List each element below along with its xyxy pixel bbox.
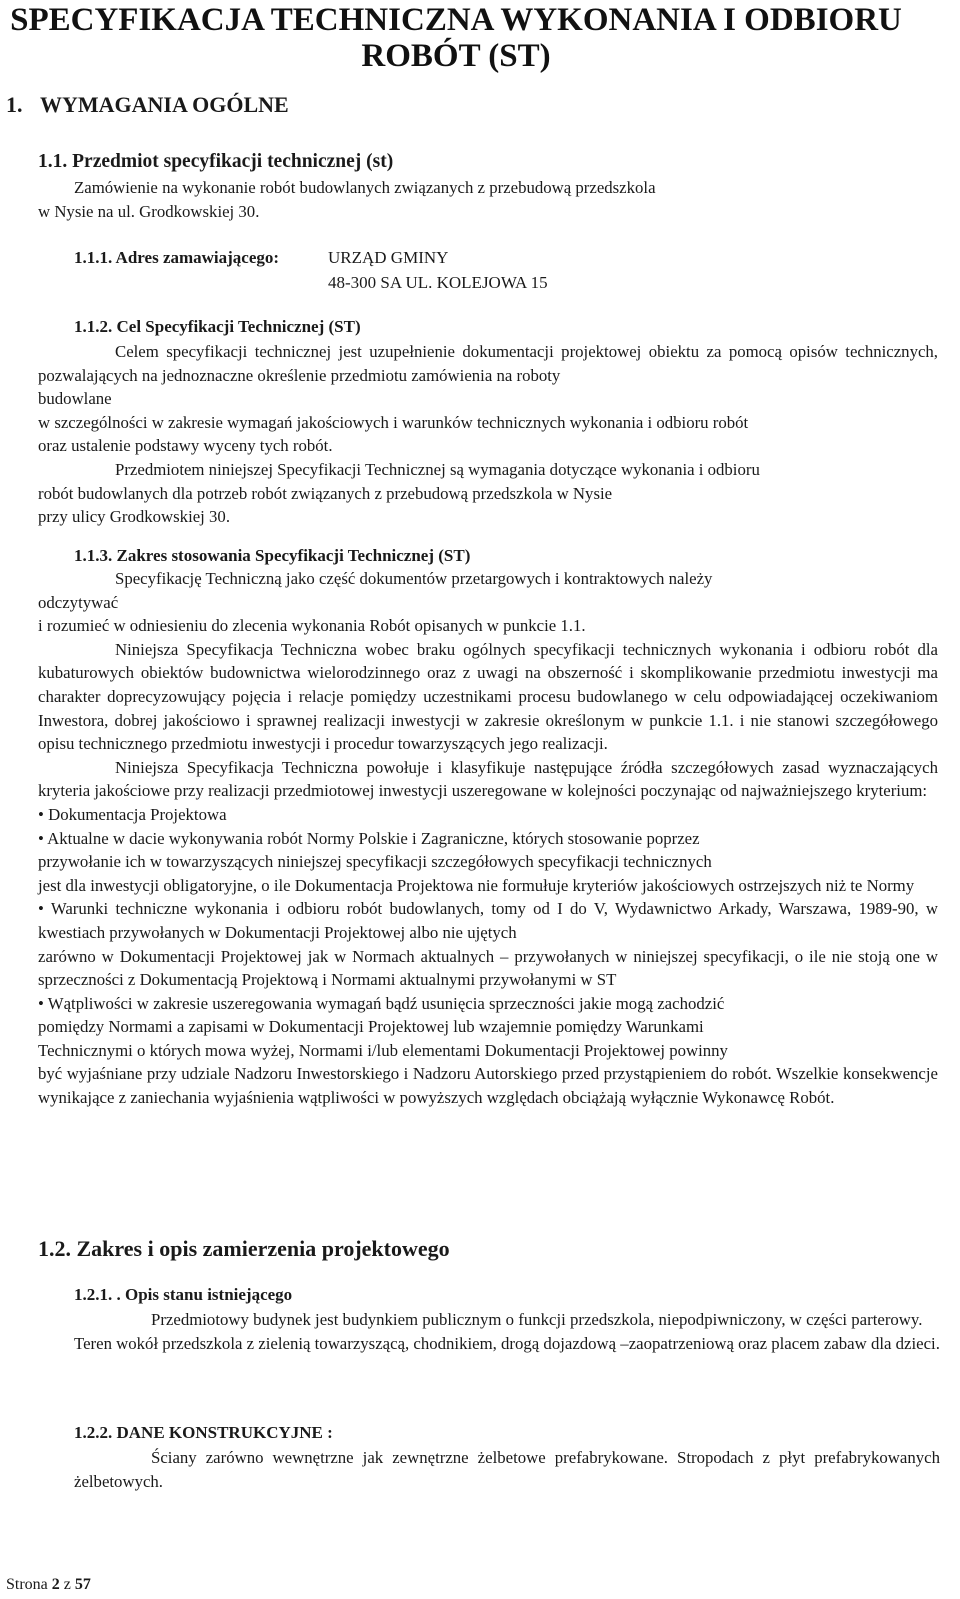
paragraph: przy ulicy Grodkowskiej 30. xyxy=(38,507,231,527)
paragraph: Niniejsza Specyfikacja Techniczna wobec braku ogólnych specyfikacji technicznych wykonania i odbioru robót dla kubaturowych obiektów budownictwa wielorodzinnego oraz z uwagi na obszerność i skomplikowanie przedmiotu inwestycji ma charakter doprecyzowujący pojęcia i relacje pomiędzy uczestnikami procesu budowlanego w celu odpowiadającej oczekiwaniom Inwestora, dobrej jakościowo i sprawnej realizacji inwestycji w zakresie określonym w punkcie 1.1. i nie stanowi szczegółowego opisu technicznego przedmiotu inwestycji i procedur towarzyszących jego realizacji. xyxy=(38,639,938,754)
document-title-line2: ROBÓT (ST) xyxy=(361,38,551,74)
paragraph: odczytywać xyxy=(38,592,119,612)
paragraph: Niniejsza Specyfikacja Techniczna powołuje i klasyfikuje następujące źródła szczegółowych zasad wyznaczających kryteria jakościowe przy realizacji przedmiotowej inwestycji uszeregowane w kolejności poczynając od najważniejszego kryterium: xyxy=(38,757,938,801)
section-1-1-heading: 1.1. Przedmiot specyfikacji technicznej (st) xyxy=(38,151,394,172)
section-1-1-line1: Zamówienie na wykonanie robót budowlanych związanych z przebudową przedszkola xyxy=(74,178,656,197)
paragraph: Przedmiotem niniejszej Specyfikacji Technicznej są wymagania dotyczące wykonania i odbioru xyxy=(115,459,760,479)
section-1-number: 1. xyxy=(6,92,23,117)
list-item-continuation: zarówno w Dokumentacji Projektowej jak w Normach aktualnych – przywołanych w niniejszej specyfikacji, o ile nie stoją one w sprzeczności z Dokumentacją Projektową i Normami aktualnymi przywołanymi w ST xyxy=(38,946,938,990)
address-value-line2: 48-300 SA UL. KOLEJOWA 15 xyxy=(328,273,548,292)
section-1-1-2-heading: 1.1.2. Cel Specyfikacji Technicznej (ST) xyxy=(74,317,361,336)
list-item-continuation: pomiędzy Normami a zapisami w Dokumentacji Projektowej lub wzajemnie pomiędzy Warunkami xyxy=(38,1017,704,1037)
paragraph: oraz ustalenie podstawy wyceny tych robót. xyxy=(38,436,333,456)
paragraph: robót budowlanych dla potrzeb robót związanych z przebudową przedszkola w Nysie xyxy=(38,483,613,503)
section-1-title: WYMAGANIA OGÓLNE xyxy=(40,92,289,117)
footer-separator: z xyxy=(63,1576,71,1593)
list-item: • Wątpliwości w zakresie uszeregowania wymagań bądź usunięcia sprzeczności jakie mogą zachodzić xyxy=(38,993,725,1013)
section-1-1-2-body xyxy=(38,340,938,529)
paragraph: Ściany zarówno wewnętrzne jak zewnętrzne żelbetowe prefabrykowane. Stropodach z płyt prefabrykowanych żelbetowych. xyxy=(74,1448,940,1491)
footer-page-number: 2 xyxy=(51,1576,60,1593)
paragraph: w szczególności w zakresie wymagań jakościowych i warunków technicznych wykonania i odbioru robót xyxy=(38,412,749,432)
section-1-1-line2: w Nysie na ul. Grodkowskiej 30. xyxy=(38,202,260,221)
list-item-continuation: przywołanie ich w towarzyszących niniejszej specyfikacji szczegółowych specyfikacji technicznych xyxy=(38,852,712,872)
footer-prefix: Strona xyxy=(6,1576,48,1593)
document-title-line1: SPECYFIKACJA TECHNICZNA WYKONANIA I ODBIORU xyxy=(10,2,902,38)
section-1-2-heading: 1.2. Zakres i opis zamierzenia projektowego xyxy=(38,1236,450,1261)
footer-total-pages: 57 xyxy=(74,1576,91,1593)
paragraph: Przedmiotowy budynek jest budynkiem publicznym o funkcji przedszkola, niepodpiwniczony, w części parterowy. xyxy=(151,1310,923,1329)
address-label: 1.1.1. Adres zamawiającego: xyxy=(74,248,280,267)
list-item: • Aktualne w dacie wykonywania robót Normy Polskie i Zagraniczne, których stosowanie poprzez xyxy=(38,828,700,848)
list-item-continuation: jest dla inwestycji obligatoryjne, o ile Dokumentacja Projektowa nie formułuje kryteriów jakościowych ostrzejszych niż te Normy xyxy=(38,875,915,895)
list-item: • Warunki techniczne wykonania i odbioru robót budowlanych, tomy od I do V, Wydawnictwo Arkady, Warszawa, 1989-90, w kwestiach przywołanych w Dokumentacji Projektowej albo nie ujętych xyxy=(38,899,938,942)
section-1-1-3-heading: 1.1.3. Zakres stosowania Specyfikacji Technicznej (ST) xyxy=(74,546,471,565)
paragraph: Specyfikację Techniczną jako część dokumentów przetargowych i kontraktowych należy xyxy=(115,569,713,588)
paragraph: i rozumieć w odniesieniu do zlecenia wykonania Robót opisanych w punkcie 1.1. xyxy=(38,616,586,636)
list-item-continuation: Technicznymi o których mowa wyżej, Normami i/lub elementami Dokumentacji Projektowej powinny xyxy=(38,1040,728,1060)
section-1-2-1-body xyxy=(74,1308,940,1355)
page-footer xyxy=(6,1576,91,1594)
section-1-heading xyxy=(6,92,289,118)
section-1-1-3-body xyxy=(38,567,938,1110)
list-item: • Dokumentacja Projektowa xyxy=(38,804,227,824)
section-1-2-1-heading: 1.2.1. . Opis stanu istniejącego xyxy=(74,1285,293,1304)
paragraph: budowlane xyxy=(38,389,112,409)
paragraph: Celem specyfikacji technicznej jest uzupełnienie dokumentacji projektowej obiektu za pomocą opisów technicznych, pozwalających na jednoznaczne określenie przedmiotu zamówienia na roboty xyxy=(38,342,938,385)
section-1-2-2-heading: 1.2.2. DANE KONSTRUKCYJNE : xyxy=(74,1423,333,1442)
address-value-line1: URZĄD GMINY xyxy=(328,248,449,267)
paragraph: Teren wokół przedszkola z zielenią towarzyszącą, chodnikiem, drogą dojazdową –zaopatrzeniową oraz placem zabaw dla dzieci. xyxy=(74,1333,940,1353)
section-1-2-2-body xyxy=(74,1446,940,1493)
list-item-continuation: być wyjaśniane przy udziale Nadzoru Inwestorskiego i Nadzoru Autorskiego przed przystąpieniem do robót. Wszelkie konsekwencje wynikające z zaniechania wyjaśnienia wątpliwości w powyższych względach obciążają wyłącznie Wykonawcę Robót. xyxy=(38,1064,938,1108)
